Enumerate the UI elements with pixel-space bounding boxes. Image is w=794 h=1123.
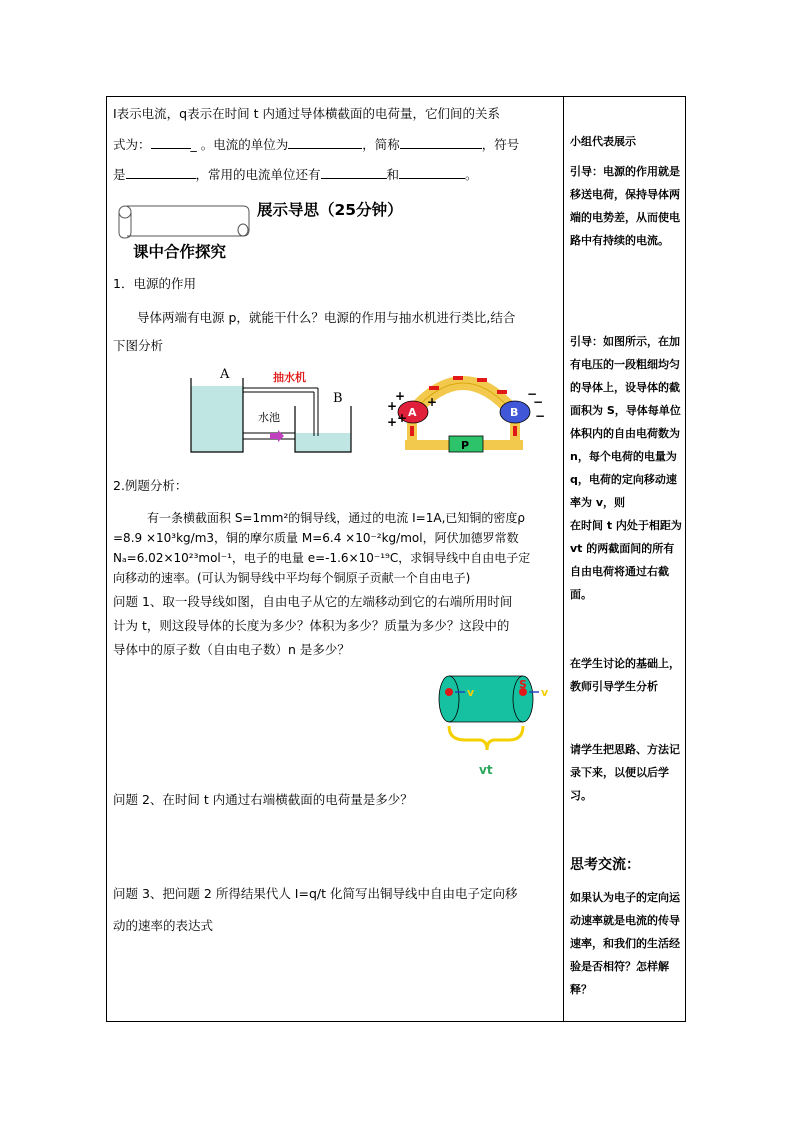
intro-and: 和 [386, 167, 400, 182]
blank-unit[interactable] [288, 136, 362, 149]
example-line4: 向移动的速率。(可认为铜导线中平均每个铜原子贡献一个自由电子) [113, 571, 471, 585]
wire-label-v-left: v [467, 686, 475, 699]
blank-formula[interactable] [151, 136, 191, 149]
pump-label-b: B [333, 391, 343, 406]
circuit-label-a: A [408, 406, 417, 419]
intro-short-text: ，简称 [362, 137, 400, 152]
intro-line-3 [113, 166, 478, 183]
side-note-question: 如果认为电子的定向运动速率就是电流的传导速率，和我们的生活经验是否相符？怎样解释？ [570, 891, 680, 996]
column-divider [563, 96, 564, 1022]
question2: 问题 2、在时间 t 内通过右端横截面的电荷量是多少？ [113, 792, 413, 807]
item1-title: 1．电源的作用 [113, 276, 196, 291]
question1-line3: 导体中的原子数（自由电子数）n 是多少？ [113, 642, 350, 657]
example-line3: Nₐ=6.02×10²³mol⁻¹，电子的电量 e=-1.6×10⁻¹⁹C，求铜导线中自由电子定 [113, 551, 531, 565]
wire-label-vt: vt [479, 763, 493, 777]
example-line2: =8.9 ×10³kg/m3，铜的摩尔质量 M=6.4 ×10⁻²kg/mol，阿伏加德罗常数 [113, 531, 519, 545]
circuit-label-p: P [461, 439, 470, 452]
blank-symbol[interactable] [126, 166, 196, 179]
pump-figure [188, 366, 358, 456]
pump-label-pump: 抽水机 [273, 371, 306, 384]
intro-line3-mid: ，常用的电流单位还有 [195, 167, 321, 182]
svg-text:+: + [427, 395, 438, 409]
circuit-figure [383, 364, 555, 458]
side-note-presentation: 小组代表展示 [570, 135, 636, 148]
svg-text:+: + [387, 399, 398, 413]
wire-figure [435, 670, 553, 786]
svg-text:+: + [397, 411, 408, 425]
pump-label-a: A [220, 367, 230, 382]
svg-text:+: + [387, 415, 398, 429]
intro-unit-text: _ 。电流的单位为 [190, 137, 289, 152]
question3-line2: 动的速率的表达式 [113, 918, 214, 933]
side-note-record: 请学生把思路、方法记录下来，以便以后学习。 [570, 743, 680, 802]
item1-body-line2: 下图分析 [113, 338, 164, 353]
intro-line3-start: 是 [113, 167, 126, 182]
svg-text:−: − [533, 395, 544, 409]
side-note-guide-3: 在时间 t 内处于相距为 vt 的两截面间的所有自由电荷将通过右截面。 [570, 519, 682, 601]
section-title: 展示导思（25分钟） [257, 201, 403, 219]
question3-line1: 问题 3、把问题 2 所得结果代人 I=q/t 化简写出铜导线中自由电子定向移 [113, 886, 518, 901]
intro-formula-prefix: 式为： [113, 137, 151, 152]
side-note-guide-2: 引导：如图所示，在加有电压的一段粗细均匀的导体上，设导体的截面积为 S，导体每单位体积内的自由电荷数为 n，每个电荷的电量为 q，电荷的定向移动速率为 v，则 [570, 335, 681, 509]
intro-end: 。 [465, 167, 478, 182]
intro-line-1: I表示电流，q表示在时间 t 内通过导体横截面的电荷量，它们间的关系 [113, 106, 500, 121]
side-heading-think: 思考交流： [570, 857, 640, 873]
blank-unit-1[interactable] [321, 166, 387, 179]
item2-title: 2.例题分析： [113, 478, 188, 493]
svg-text:−: − [535, 409, 546, 423]
question1-line2: 计为 t，则这段导体的长度为多少？体积为多少？质量为多少？这段中的 [113, 618, 510, 633]
svg-text:+: + [395, 389, 406, 403]
side-note-discussion: 在学生讨论的基础上，教师引导学生分析 [570, 657, 680, 693]
side-note-guide-1: 引导：电源的作用就是移送电荷，保持导体两端的电势差，从而使电路中有持续的电流。 [570, 165, 680, 247]
blank-unit-2[interactable] [399, 166, 465, 179]
intro-line-2 [113, 136, 519, 153]
example-line1: 有一条横截面积 S=1mm²的铜导线，通过的电流 I=1A,已知铜的密度ρ [147, 511, 525, 525]
intro-symbol-text: ，符号 [481, 137, 520, 152]
circuit-label-b: B [510, 406, 519, 419]
wire-label-v-right: v [541, 686, 549, 699]
subsection-title: 课中合作探究 [133, 243, 227, 261]
blank-short[interactable] [400, 136, 482, 149]
scroll-banner-icon [115, 200, 251, 240]
pump-label-pool: 水池 [258, 411, 280, 424]
wire-label-s: S [519, 678, 527, 691]
item1-body-line1: 导体两端有电源 p，就能干什么？电源的作用与抽水机进行类比,结合 [137, 310, 516, 325]
svg-text:−: − [527, 387, 538, 401]
question1-line1: 问题 1、取一段导线如图，自由电子从它的左端移动到它的右端所用时间 [113, 594, 513, 609]
